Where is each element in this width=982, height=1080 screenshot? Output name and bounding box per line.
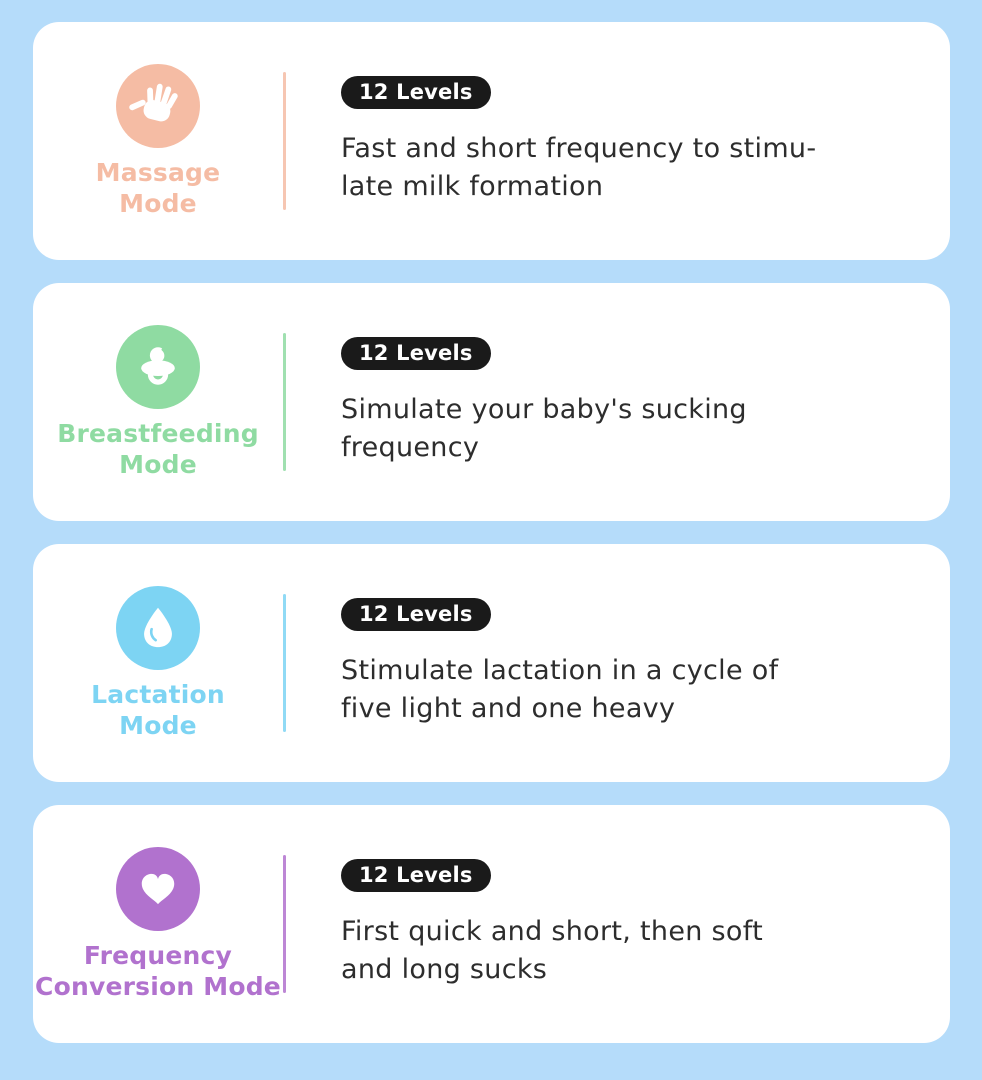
mode-card-frequency-conversion: [33, 805, 950, 1043]
mode-name-line: Mode: [119, 449, 197, 479]
mode-details: [286, 859, 950, 989]
mode-icon-circle: [116, 847, 200, 931]
mode-name-line: Lactation: [91, 679, 225, 709]
mode-name: [57, 418, 259, 480]
description-line: late milk formation: [341, 171, 604, 202]
description-line: First quick and short, then soft: [341, 916, 763, 947]
mode-description: [341, 913, 763, 989]
mode-card-list: [33, 22, 950, 1043]
mode-card-breastfeeding: [33, 283, 950, 521]
mode-name-line: Massage: [95, 157, 221, 187]
levels-badge: 12 Levels: [341, 859, 491, 892]
levels-badge: 12 Levels: [341, 76, 491, 109]
description-line: Fast and short frequency to stimu-: [341, 133, 817, 164]
mode-description: [341, 391, 747, 467]
description-line: and long sucks: [341, 954, 548, 985]
mode-details: [286, 337, 950, 467]
mode-summary: [33, 64, 283, 219]
mode-name: [91, 679, 225, 741]
mode-name-line: Breastfeeding: [57, 418, 259, 448]
mode-name-line: Conversion Mode: [35, 971, 281, 1001]
mode-description: [341, 130, 816, 206]
levels-badge: 12 Levels: [341, 598, 491, 631]
vertical-divider: [283, 594, 286, 732]
mode-name-line: Mode: [119, 188, 197, 218]
water-drop-icon: [129, 599, 187, 657]
mode-icon-circle: [116, 586, 200, 670]
pacifier-icon: [129, 338, 187, 396]
description-line: Stimulate lactation in a cycle of: [341, 655, 779, 686]
description-line: frequency: [341, 432, 480, 463]
mode-name: [96, 157, 221, 219]
mode-icon-circle: [116, 325, 200, 409]
mode-summary: [33, 325, 283, 480]
mode-details: [286, 76, 950, 206]
mode-icon-circle: [116, 64, 200, 148]
mode-name: [35, 940, 281, 1002]
mode-card-massage: [33, 22, 950, 260]
levels-badge: 12 Levels: [341, 337, 491, 370]
mode-description: [341, 652, 778, 728]
mode-name-line: Mode: [119, 710, 197, 740]
mode-summary: [33, 847, 283, 1002]
mode-card-lactation: [33, 544, 950, 782]
vertical-divider: [283, 855, 286, 993]
vertical-divider: [283, 72, 286, 210]
hand-icon: [129, 77, 187, 135]
heart-icon: [129, 860, 187, 918]
mode-details: [286, 598, 950, 728]
mode-name-line: Frequency: [83, 940, 233, 970]
vertical-divider: [283, 333, 286, 471]
description-line: five light and one heavy: [341, 693, 676, 724]
mode-summary: [33, 586, 283, 741]
description-line: Simulate your baby's sucking: [341, 394, 747, 425]
